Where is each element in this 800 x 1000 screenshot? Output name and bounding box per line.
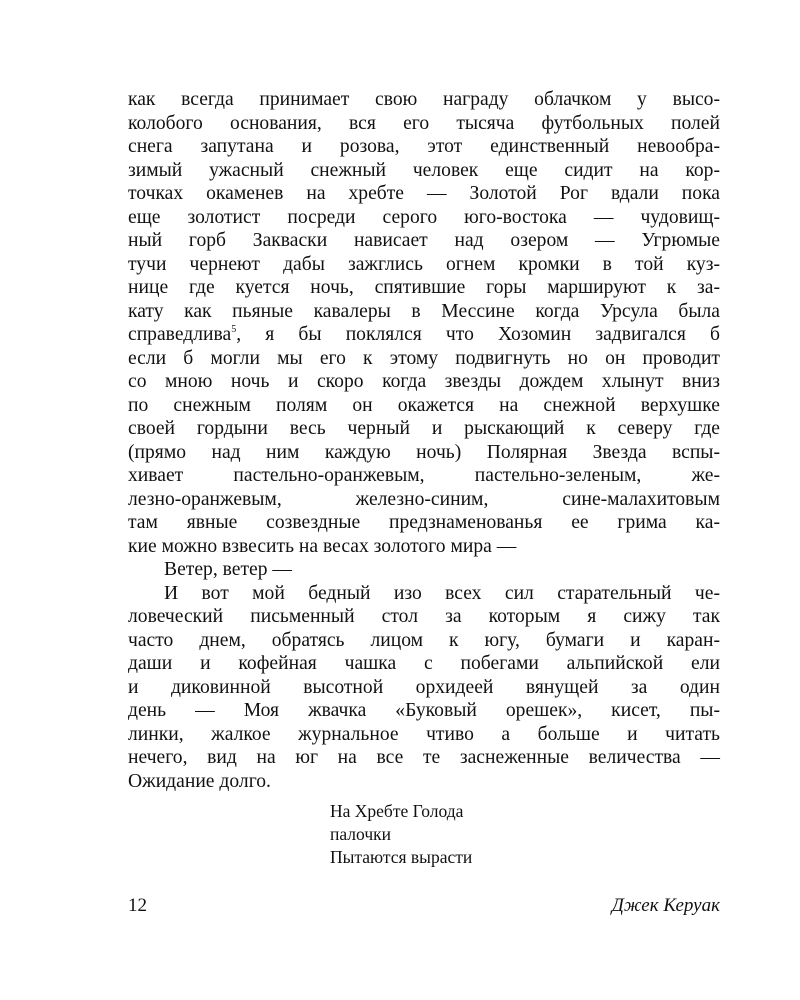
page-number: 12: [128, 895, 147, 916]
body-line: точках окаменев на хребте — Золотой Рог вдали пока: [128, 183, 720, 204]
body-line: ловеческий письменный стол за которым я сижу так: [128, 606, 720, 627]
body-line: ный горб Закваски нависает над озером — Угрюмые: [128, 230, 720, 251]
body-text: справедлива: [128, 324, 232, 345]
body-line: день — Моя жвачка «Буковый орешек», кисет, пы-: [128, 700, 720, 721]
poem-line: На Хребте Голода: [330, 801, 464, 821]
body-line: линки, жалкое журнальное чтиво а больше и читать: [128, 723, 720, 745]
body-line: снега запутана и розова, этот единственный невообра-: [128, 136, 720, 157]
running-author: Джек Керуак: [611, 895, 720, 916]
body-line: еще золотист посреди серого юго-востока — чудовищ-: [128, 206, 720, 228]
body-line: со мною ночь и скоро когда звезды дождем хлынут вниз: [128, 371, 720, 392]
poem-line: палочки: [330, 824, 391, 844]
body-line: колобого основания, вся его тысяча футбольных полей: [128, 112, 720, 134]
body-line: зимый ужасный снежный человек еще сидит на кор-: [128, 159, 720, 181]
body-line: хивает пастельно-оранжевым, пастельно-зеленым, же-: [128, 465, 720, 486]
footnote-marker[interactable]: 5: [231, 324, 237, 335]
body-line-with-footnote: [128, 323, 720, 347]
body-line: и диковинной высотной орхидеей вянущей за один: [128, 676, 720, 698]
body-line: если б могли мы его к этому подвигнуть но он проводит: [128, 347, 720, 369]
body-line: нечего, вид на юг на все те заснеженные величества —: [128, 747, 720, 768]
body-line: тучи чернеют дабы зажглись огнем кромки в той куз-: [128, 253, 720, 275]
body-line: Ожидание долго.: [128, 770, 271, 792]
body-line: И вот мой бедный изо всех сил старательный че-: [164, 582, 720, 604]
body-line: (прямо над ним каждую ночь) Полярная Звезда вспы-: [128, 441, 720, 463]
body-line: Ветер, ветер —: [164, 559, 293, 580]
body-line: кие можно взвесить на весах золотого мира —: [128, 535, 517, 557]
poem-line: Пытаются вырасти: [330, 847, 473, 867]
body-line: кату как пьяные кавалеры в Мессине когда Урсула была: [128, 300, 720, 322]
body-line: лезно-оранжевым, железно-синим, сине-малахитовым: [128, 488, 720, 510]
body-line: как всегда принимает свою награду облачком у высо-: [128, 89, 720, 110]
body-line: даши и кофейная чашка с побегами альпийской ели: [128, 653, 720, 674]
body-line: нице где куется ночь, спятившие горы маршируют к за-: [128, 277, 720, 298]
body-line: там явные созвездные предзнаменованья ее грима ка-: [128, 512, 720, 533]
body-line: по снежным полям он окажется на снежной верхушке: [128, 394, 720, 416]
body-text: , я бы поклялся что Хозомин задвигался б: [236, 324, 720, 345]
body-line: своей гордыни весь черный и рыскающий к северу где: [128, 418, 720, 439]
body-line: часто днем, обратясь лицом к югу, бумаги и каран-: [128, 629, 720, 651]
